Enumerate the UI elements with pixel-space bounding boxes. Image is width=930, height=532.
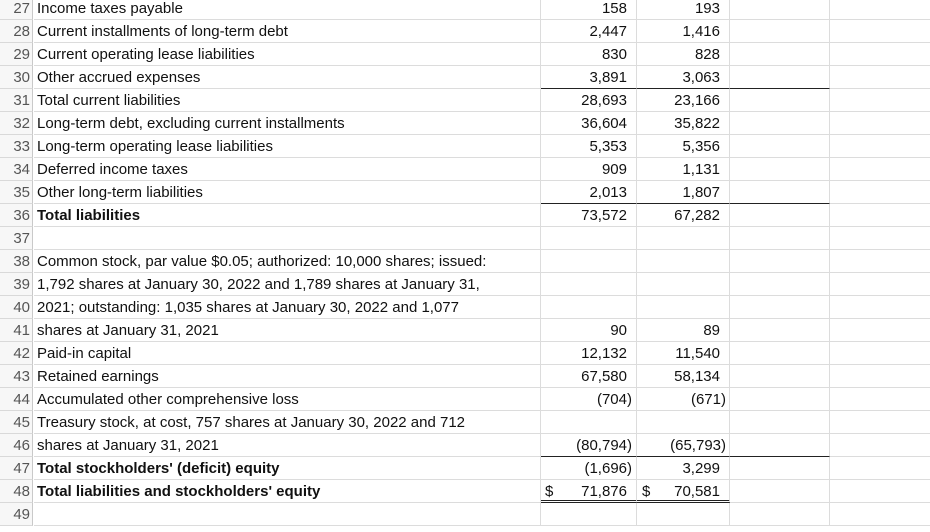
cell-empty[interactable]: [730, 457, 830, 480]
cell-value-2021[interactable]: 5,356: [637, 135, 730, 158]
table-row: [0, 227, 930, 250]
cell-empty[interactable]: [830, 66, 930, 89]
row-number[interactable]: 39: [0, 273, 33, 296]
row-number[interactable]: 28: [0, 20, 33, 43]
cell-empty[interactable]: [830, 0, 930, 20]
cell-value-2021[interactable]: [637, 411, 730, 434]
cell-value-2021[interactable]: [637, 250, 730, 273]
cell-empty[interactable]: [730, 181, 830, 204]
row-number[interactable]: 29: [0, 43, 33, 66]
cell-empty[interactable]: [730, 89, 830, 112]
table-row: [0, 158, 930, 181]
cell-empty[interactable]: [830, 227, 930, 250]
row-number[interactable]: 42: [0, 342, 33, 365]
table-row: [0, 434, 930, 457]
cell-value-2021[interactable]: 67,282: [637, 204, 730, 227]
cell-value-2022[interactable]: [541, 250, 637, 273]
cell-empty[interactable]: [830, 273, 930, 296]
row-number[interactable]: 38: [0, 250, 33, 273]
cell-empty[interactable]: [830, 135, 930, 158]
cell-label[interactable]: 1,792 shares at January 30, 2022 and 1,789 shares at January 31,: [34, 273, 541, 296]
row-number[interactable]: 32: [0, 112, 33, 135]
cell-empty[interactable]: [830, 181, 930, 204]
cell-value-2022[interactable]: 28,693: [541, 89, 637, 112]
cell-value-2021[interactable]: [637, 227, 730, 250]
cell-value-2022[interactable]: 2,447: [541, 20, 637, 43]
cell-empty[interactable]: [730, 503, 830, 526]
table-row: [0, 66, 930, 89]
cell-value-2022[interactable]: 73,572: [541, 204, 637, 227]
cell-value-2022[interactable]: (1,696): [541, 457, 637, 480]
cell-value-2022[interactable]: 71,876: [541, 480, 637, 503]
cell-value-2022[interactable]: [541, 503, 637, 526]
cell-label[interactable]: [34, 503, 541, 526]
cell-label[interactable]: Common stock, par value $0.05; authorized: 10,000 shares; issued:: [34, 250, 541, 273]
table-row: [0, 112, 930, 135]
row-number[interactable]: 47: [0, 457, 33, 480]
cell-label[interactable]: Total liabilities and stockholders' equity: [34, 480, 541, 503]
table-row: [0, 181, 930, 204]
cell-value-2021[interactable]: 1,416: [637, 20, 730, 43]
cell-value-2022[interactable]: 158: [541, 0, 637, 20]
table-row: [0, 89, 930, 112]
cell-value-2021[interactable]: [637, 273, 730, 296]
cell-label[interactable]: Current installments of long-term debt: [34, 20, 541, 43]
row-number[interactable]: 27: [0, 0, 33, 20]
cell-value-2022[interactable]: 2,013: [541, 181, 637, 204]
cell-empty[interactable]: [830, 411, 930, 434]
cell-value-2021[interactable]: 89: [637, 319, 730, 342]
cell-value-2021[interactable]: 1,807: [637, 181, 730, 204]
cell-value-2021[interactable]: [637, 503, 730, 526]
row-number[interactable]: 31: [0, 89, 33, 112]
row-number[interactable]: 35: [0, 181, 33, 204]
row-number[interactable]: 37: [0, 227, 33, 250]
table-row: [0, 135, 930, 158]
table-row: [0, 342, 930, 365]
cell-value-2022[interactable]: 5,353: [541, 135, 637, 158]
row-number[interactable]: 45: [0, 411, 33, 434]
cell-empty[interactable]: [730, 319, 830, 342]
cell-label[interactable]: [34, 227, 541, 250]
cell-value-2022[interactable]: 830: [541, 43, 637, 66]
cell-value-2021[interactable]: 3,063: [637, 66, 730, 89]
cell-empty[interactable]: [830, 158, 930, 181]
cell-value-2022[interactable]: 3,891: [541, 66, 637, 89]
cell-empty[interactable]: [830, 365, 930, 388]
cell-empty[interactable]: [730, 43, 830, 66]
cell-empty[interactable]: [830, 434, 930, 457]
cell-empty[interactable]: [730, 388, 830, 411]
row-number[interactable]: 48: [0, 480, 33, 503]
cell-empty[interactable]: [830, 250, 930, 273]
table-row: [0, 319, 930, 342]
row-number[interactable]: 44: [0, 388, 33, 411]
cell-empty[interactable]: [730, 135, 830, 158]
table-row: [0, 273, 930, 296]
cell-value-2022[interactable]: [541, 227, 637, 250]
row-number[interactable]: 36: [0, 204, 33, 227]
cell-value-2021[interactable]: 58,134: [637, 365, 730, 388]
cell-label[interactable]: Other long-term liabilities: [34, 181, 541, 204]
cell-label[interactable]: shares at January 31, 2021: [34, 434, 541, 457]
table-row: [0, 503, 930, 526]
cell-value-2021[interactable]: 35,822: [637, 112, 730, 135]
cell-label[interactable]: Other accrued expenses: [34, 66, 541, 89]
cell-value-2022[interactable]: 36,604: [541, 112, 637, 135]
cell-empty[interactable]: [830, 20, 930, 43]
row-number[interactable]: 30: [0, 66, 33, 89]
row-number[interactable]: 46: [0, 434, 33, 457]
cell-empty[interactable]: [730, 20, 830, 43]
cell-empty[interactable]: [730, 342, 830, 365]
cell-empty[interactable]: [730, 434, 830, 457]
cell-empty[interactable]: [830, 480, 930, 503]
cell-label[interactable]: Total current liabilities: [34, 89, 541, 112]
cell-empty[interactable]: [730, 411, 830, 434]
cell-label[interactable]: Paid-in capital: [34, 342, 541, 365]
cell-empty[interactable]: [830, 43, 930, 66]
cell-value-2021[interactable]: 70,581: [637, 480, 730, 503]
row-number[interactable]: 43: [0, 365, 33, 388]
cell-empty[interactable]: [730, 66, 830, 89]
cell-label[interactable]: Current operating lease liabilities: [34, 43, 541, 66]
cell-label[interactable]: Total stockholders' (deficit) equity: [34, 457, 541, 480]
table-row: [0, 250, 930, 273]
cell-label[interactable]: Retained earnings: [34, 365, 541, 388]
cell-empty[interactable]: [730, 112, 830, 135]
row-number[interactable]: 33: [0, 135, 33, 158]
cell-empty[interactable]: [830, 319, 930, 342]
cell-value-2021[interactable]: 23,166: [637, 89, 730, 112]
cell-value-2022[interactable]: [541, 296, 637, 319]
table-row: [0, 20, 930, 43]
table-row: [0, 0, 930, 20]
table-row: [0, 296, 930, 319]
cell-value-2022[interactable]: 909: [541, 158, 637, 181]
cell-empty[interactable]: [830, 457, 930, 480]
row-number[interactable]: 34: [0, 158, 33, 181]
cell-value-2021[interactable]: 11,540: [637, 342, 730, 365]
cell-empty[interactable]: [830, 296, 930, 319]
cell-empty[interactable]: [730, 365, 830, 388]
cell-empty[interactable]: [830, 89, 930, 112]
cell-value-2022[interactable]: 67,580: [541, 365, 637, 388]
cell-label[interactable]: Treasury stock, at cost, 757 shares at January 30, 2022 and 712: [34, 411, 541, 434]
table-row: [0, 457, 930, 480]
cell-label[interactable]: 2021; outstanding: 1,035 shares at January 30, 2022 and 1,077: [34, 296, 541, 319]
cell-empty[interactable]: [830, 503, 930, 526]
table-row: [0, 480, 930, 503]
cell-empty[interactable]: [830, 388, 930, 411]
currency-symbol: $: [545, 483, 554, 500]
cell-value-2022[interactable]: [541, 411, 637, 434]
row-number[interactable]: 41: [0, 319, 33, 342]
cell-value-2022[interactable]: (704): [541, 388, 637, 411]
cell-value-2022[interactable]: 90: [541, 319, 637, 342]
cell-value-2022[interactable]: [541, 273, 637, 296]
cell-empty[interactable]: [730, 204, 830, 227]
cell-label[interactable]: Accumulated other comprehensive loss: [34, 388, 541, 411]
row-number[interactable]: 40: [0, 296, 33, 319]
cell-value-2021[interactable]: 193: [637, 0, 730, 20]
cell-empty[interactable]: [830, 112, 930, 135]
cell-value-2022[interactable]: (80,794): [541, 434, 637, 457]
cell-value-2021[interactable]: (671): [637, 388, 730, 411]
table-row: [0, 388, 930, 411]
cell-label[interactable]: Income taxes payable: [34, 0, 541, 20]
cell-label[interactable]: Total liabilities: [34, 204, 541, 227]
table-row: [0, 365, 930, 388]
cell-empty[interactable]: [830, 204, 930, 227]
cell-empty[interactable]: [730, 158, 830, 181]
cell-value-2021[interactable]: (65,793): [637, 434, 730, 457]
cell-label[interactable]: Long-term operating lease liabilities: [34, 135, 541, 158]
cell-value-2021[interactable]: 828: [637, 43, 730, 66]
cell-empty[interactable]: [730, 480, 830, 503]
cell-value-2021[interactable]: 3,299: [637, 457, 730, 480]
cell-empty[interactable]: [730, 250, 830, 273]
cell-empty[interactable]: [730, 0, 830, 20]
cell-value-2021[interactable]: [637, 296, 730, 319]
table-row: [0, 43, 930, 66]
row-number[interactable]: 49: [0, 503, 33, 526]
cell-empty[interactable]: [830, 342, 930, 365]
cell-empty[interactable]: [730, 227, 830, 250]
cell-empty[interactable]: [730, 296, 830, 319]
cell-value-2021[interactable]: 1,131: [637, 158, 730, 181]
cell-label[interactable]: Deferred income taxes: [34, 158, 541, 181]
cell-label[interactable]: shares at January 31, 2021: [34, 319, 541, 342]
cell-label[interactable]: Long-term debt, excluding current installments: [34, 112, 541, 135]
table-row: [0, 204, 930, 227]
table-row: [0, 411, 930, 434]
currency-symbol: $: [642, 483, 651, 500]
cell-value-2022[interactable]: 12,132: [541, 342, 637, 365]
cell-empty[interactable]: [730, 273, 830, 296]
